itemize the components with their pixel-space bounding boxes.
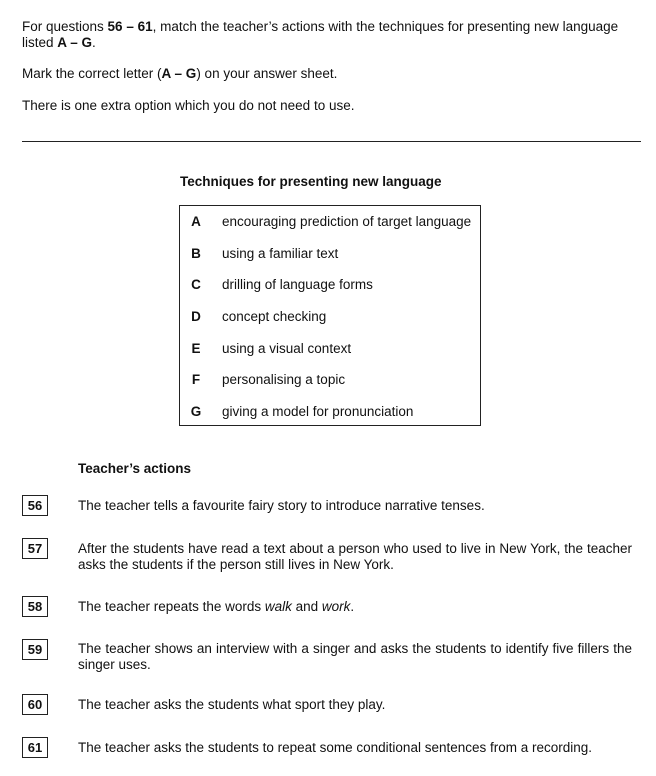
option-text: personalising a topic (222, 372, 346, 387)
technique-option-f (180, 371, 480, 389)
question-text-part: The teacher repeats the words (78, 599, 265, 614)
question-text-part: and (291, 599, 322, 614)
technique-option-g (180, 403, 480, 421)
option-letter: F (191, 372, 201, 387)
technique-option-b (180, 245, 480, 263)
option-letter: A (191, 214, 201, 229)
option-text: using a visual context (222, 341, 352, 356)
instruction-line-3: There is one extra option which you do not need to use. (22, 98, 355, 113)
instruction-text: ) on your answer sheet. (196, 66, 338, 81)
italic-word: work (321, 599, 351, 614)
instruction-text: , match the teacher’s actions with the techniques for presenting new language listed (22, 19, 619, 50)
instruction-line-1 (22, 19, 642, 51)
question-text: After the students have read a text about a person who used to live in New York, the teacher asks the students if the person still lives in New York. (78, 541, 632, 572)
horizontal-divider (22, 141, 641, 142)
option-text: drilling of language forms (222, 277, 373, 292)
option-letter: E (191, 341, 201, 356)
question-number-box: 58 (22, 596, 48, 617)
technique-option-d (180, 308, 480, 326)
technique-option-c (180, 276, 480, 294)
italic-word: walk (264, 599, 292, 614)
techniques-box (179, 205, 481, 426)
question-number-box: 59 (22, 639, 48, 660)
question-range: 56 – 61 (107, 19, 153, 34)
question-number-box: 60 (22, 694, 48, 715)
option-letter: G (190, 404, 202, 419)
question-text (78, 599, 632, 615)
instruction-line-2 (22, 66, 642, 82)
instruction-text: . (92, 35, 96, 50)
techniques-heading: Techniques for presenting new language (180, 174, 442, 189)
question-text: The teacher shows an interview with a singer and asks the students to identify five fillers the singer uses. (78, 641, 632, 672)
letter-range: A – G (57, 35, 93, 50)
question-number-box: 57 (22, 538, 48, 559)
question-text: The teacher asks the students to repeat some conditional sentences from a recording. (78, 740, 593, 755)
option-letter: B (191, 246, 201, 261)
option-text: concept checking (222, 309, 327, 324)
option-letter: D (191, 309, 201, 324)
option-text: using a familiar text (222, 246, 339, 261)
option-text: giving a model for pronunciation (222, 404, 414, 419)
technique-option-a (180, 213, 480, 231)
option-text: encouraging prediction of target language (222, 214, 472, 229)
technique-option-e (180, 340, 480, 358)
instruction-text: Mark the correct letter ( (22, 66, 162, 81)
question-text-part: . (350, 599, 355, 614)
letter-range: A – G (161, 66, 197, 81)
question-number-box: 56 (22, 495, 48, 516)
option-letter: C (191, 277, 201, 292)
question-text: The teacher tells a favourite fairy story to introduce narrative tenses. (78, 498, 485, 513)
question-number-box: 61 (22, 737, 48, 758)
question-text: The teacher asks the students what sport they play. (78, 697, 386, 712)
instruction-text: For questions (22, 19, 108, 34)
actions-heading: Teacher’s actions (78, 461, 192, 476)
